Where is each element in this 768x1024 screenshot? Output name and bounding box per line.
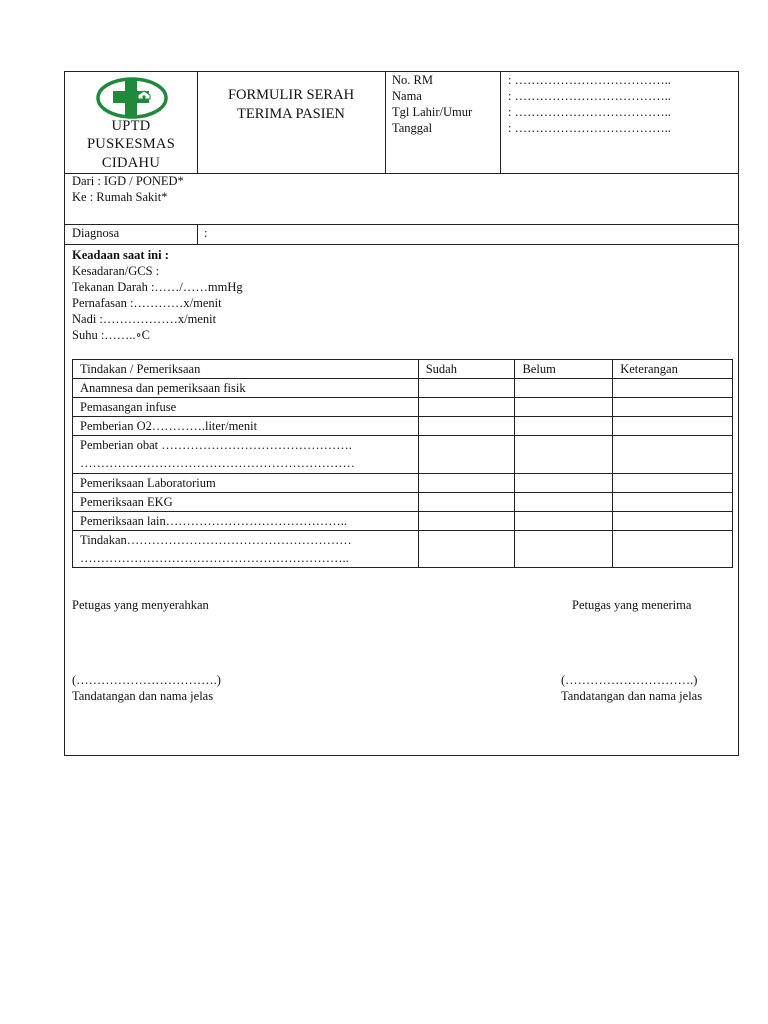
not-done-cell[interactable] (515, 398, 613, 417)
form-title-line-1: FORMULIR SERAH (227, 87, 355, 103)
condition-blood-pressure[interactable]: Tekanan Darah :……/……mmHg (72, 280, 243, 294)
form-frame (64, 71, 739, 756)
notes-cell[interactable] (613, 379, 733, 398)
not-done-cell[interactable] (515, 417, 613, 436)
sender-signature-caption: Tandatangan dan nama jelas (72, 689, 214, 703)
action-label-continuation: ……………………………………………………….. (80, 551, 349, 565)
table-row (73, 417, 733, 436)
done-cell[interactable] (418, 474, 515, 493)
form-title-line-2: TERIMA PASIEN (237, 106, 345, 122)
condition-pulse[interactable]: Nadi :………………x/menit (72, 312, 217, 326)
condition-temperature[interactable]: Suhu :……..∘C (72, 328, 151, 342)
action-label (73, 474, 419, 493)
header-divider-3 (500, 72, 501, 173)
receiver-signature-caption: Tandatangan dan nama jelas (561, 689, 703, 703)
notes-cell[interactable] (613, 417, 733, 436)
form-title (197, 86, 385, 124)
done-cell[interactable] (418, 531, 515, 568)
receiver-signature-blank[interactable]: (………………………….) (561, 673, 698, 687)
diagnosis-bottom-rule (65, 244, 738, 245)
not-done-cell[interactable] (515, 436, 613, 474)
action-label (73, 493, 419, 512)
field-label-tanggal: Tanggal (392, 121, 433, 135)
action-label-text: Anamnesa dan pemeriksaan fisik (80, 381, 246, 395)
action-label-text: Pemeriksaan Laboratorium (80, 476, 216, 490)
header-divider-2 (385, 72, 386, 173)
done-cell[interactable] (418, 493, 515, 512)
logo-line-1: UPTD (111, 118, 151, 134)
column-header-action: Tindakan / Pemeriksaan (73, 360, 419, 379)
table-row (73, 379, 733, 398)
action-label-text: Pemeriksaan lain…………………………………….. (80, 514, 347, 528)
receiver-role: Petugas yang menerima (572, 598, 692, 612)
notes-cell[interactable] (613, 436, 733, 474)
field-value-tgl-lahir[interactable]: : ……………………………….. (508, 105, 671, 119)
action-label (73, 436, 419, 474)
table-header-row (73, 360, 733, 379)
column-header-notes: Keterangan (613, 360, 733, 379)
condition-respiration[interactable]: Pernafasan :…………x/menit (72, 296, 222, 310)
field-value-tanggal[interactable]: : ……………………………….. (508, 121, 671, 135)
table-row (73, 474, 733, 493)
notes-cell[interactable] (613, 398, 733, 417)
notes-cell[interactable] (613, 474, 733, 493)
table-row (73, 398, 733, 417)
action-label-text: Tindakan……………………………………………… (80, 533, 352, 547)
action-label-text: Pemberian O2………….liter/menit (80, 419, 258, 433)
transfer-bottom-rule (65, 224, 738, 225)
diagnosis-label: Diagnosa (72, 226, 120, 240)
not-done-cell[interactable] (515, 512, 613, 531)
action-label (73, 512, 419, 531)
column-header-done: Sudah (418, 360, 515, 379)
table-row (73, 493, 733, 512)
logo-line-3: CIDAHU (101, 155, 161, 171)
field-value-no-rm[interactable]: : ……………………………….. (508, 73, 671, 87)
condition-heading: Keadaan saat ini : (72, 248, 169, 262)
actions-table (72, 359, 733, 568)
done-cell[interactable] (418, 436, 515, 474)
action-label-text: Pemasangan infuse (80, 400, 177, 414)
action-label (73, 531, 419, 568)
field-label-tgl-lahir: Tgl Lahir/Umur (392, 105, 473, 119)
header-divider-1 (197, 72, 198, 173)
column-header-not-done: Belum (515, 360, 613, 379)
action-label (73, 379, 419, 398)
notes-cell[interactable] (613, 493, 733, 512)
table-row (73, 436, 733, 474)
field-label-nama: Nama (392, 89, 422, 103)
done-cell[interactable] (418, 417, 515, 436)
notes-cell[interactable] (613, 512, 733, 531)
done-cell[interactable] (418, 512, 515, 531)
logo-line-2: PUSKESMAS (86, 136, 176, 152)
action-label (73, 398, 419, 417)
action-label-continuation: ………………………………………………………… (80, 456, 355, 470)
field-value-nama[interactable]: : ……………………………….. (508, 89, 671, 103)
action-label-text: Pemeriksaan EKG (80, 495, 173, 509)
sender-signature-blank[interactable]: (…………………………….) (72, 673, 221, 687)
done-cell[interactable] (418, 379, 515, 398)
table-row (73, 512, 733, 531)
puskesmas-logo-icon (96, 76, 168, 120)
not-done-cell[interactable] (515, 531, 613, 568)
transfer-from: Dari : IGD / PONED* (72, 174, 184, 188)
diagnosis-value[interactable]: : (204, 226, 208, 240)
sender-role: Petugas yang menyerahkan (72, 598, 209, 612)
notes-cell[interactable] (613, 531, 733, 568)
transfer-to: Ke : Rumah Sakit* (72, 190, 168, 204)
not-done-cell[interactable] (515, 379, 613, 398)
not-done-cell[interactable] (515, 493, 613, 512)
done-cell[interactable] (418, 398, 515, 417)
action-label-text: Pemberian obat ………………………………………. (80, 438, 352, 452)
condition-gcs[interactable]: Kesadaran/GCS : (72, 264, 160, 278)
field-label-no-rm: No. RM (392, 73, 433, 87)
diagnosis-divider (197, 224, 198, 244)
action-label (73, 417, 419, 436)
table-row (73, 531, 733, 568)
not-done-cell[interactable] (515, 474, 613, 493)
